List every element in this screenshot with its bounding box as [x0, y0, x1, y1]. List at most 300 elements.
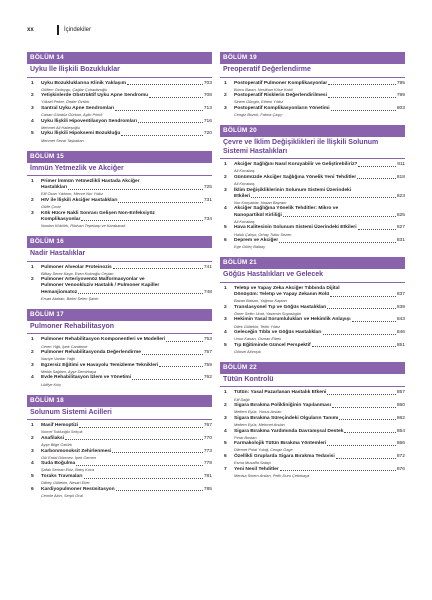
- entry-number: 1: [31, 179, 34, 185]
- chapter-label: BÖLÜM 15: [27, 151, 212, 163]
- dot-leader: [79, 423, 203, 428]
- entry-body: [234, 441, 405, 452]
- dot-leader: [327, 441, 396, 446]
- entry-body: [234, 238, 405, 249]
- toc-entry[interactable]: [27, 93, 212, 104]
- chapter-title: Göğüs Hastalıkları ve Gelecek: [220, 269, 405, 283]
- entry-page: 753: [203, 337, 212, 343]
- dot-leader: [328, 93, 396, 98]
- entry-number: 3: [224, 317, 227, 323]
- toc-entry[interactable]: [220, 416, 405, 427]
- running-title: İçindekiler: [64, 27, 92, 33]
- dot-leader: [358, 225, 396, 230]
- entry-body: [234, 343, 405, 354]
- toc-section: [220, 257, 405, 354]
- entry-title: Pulmoner Arteriyovenöz Malformasyonlar ve: [41, 277, 145, 283]
- entry-authors: Mehmet Ali Habeşoğlu: [41, 124, 80, 130]
- entry-title: İklim Değişikliklerinin Solunum Sistemi Üzerindeki: [234, 187, 352, 193]
- chapter-label: BÖLÜM 18: [27, 395, 212, 407]
- entry-authors: Ceren Yiğit, İpek Candemir: [41, 343, 88, 349]
- entry-authors: Ali Kocabaş: [234, 168, 255, 174]
- entry-number: 3: [31, 210, 34, 216]
- entry-page: 770: [203, 435, 212, 441]
- entry-body: [234, 106, 405, 117]
- toc-section: [27, 236, 212, 301]
- entry-page: 720: [203, 131, 212, 137]
- entry-body: [41, 363, 212, 374]
- entry-page: 843: [396, 317, 405, 323]
- dot-leader: [339, 416, 396, 421]
- entry-authors: Ali Kocabaş: [234, 181, 255, 187]
- entry-title: Pulmoner Rehabilitasyonda Değerlendirme: [41, 350, 142, 356]
- entry-number: 2: [224, 93, 227, 99]
- entry-number: 1: [224, 162, 227, 168]
- entry-title: Santral Uyku Apne Sendromları: [41, 105, 115, 111]
- entry-page: 866: [396, 441, 405, 447]
- entry-body: [41, 93, 212, 104]
- entry-number: 2: [31, 93, 34, 99]
- entry-body: [234, 305, 405, 316]
- entry-authors: Ege Güleç Balbay: [234, 244, 266, 250]
- entry-page: 860: [396, 403, 405, 409]
- entry-title: Sigara Bırakma Süreçindeki Olguların Tanımı: [234, 415, 339, 421]
- entry-authors: Mehmet Sezai Taşbakan: [41, 137, 84, 143]
- entry-number: 3: [31, 448, 34, 454]
- entry-body: [41, 350, 212, 361]
- toc-entry[interactable]: [27, 363, 212, 374]
- entry-body: [234, 93, 405, 104]
- dot-leader: [352, 317, 396, 322]
- entry-page: 799: [396, 93, 405, 99]
- entry-authors: Dilbey Gültekin, Nesari Eker: [41, 480, 90, 486]
- entry-page: 876: [396, 466, 405, 472]
- entry-authors: Elif Özarı Yıldırım, Mecve Nur Yıldız: [41, 191, 104, 197]
- entry-title: Tütün: Yasal Pazarlanan Hastalık Etkeni: [234, 390, 327, 396]
- entry-authors: Burcu Baran, Neslihan Köse Kabil: [234, 86, 293, 92]
- toc-entry[interactable]: [220, 343, 405, 354]
- chapter-title: Uyku İle İlişkili Bozukluklar: [27, 64, 212, 78]
- toc-entry[interactable]: [220, 175, 405, 186]
- toc-entry[interactable]: [27, 423, 212, 434]
- entry-title: Toraks Travmaları: [41, 473, 83, 479]
- toc-entry[interactable]: [220, 330, 405, 341]
- entry-authors: Cemile Altın, Serpil Öcal: [41, 492, 84, 498]
- toc-entry[interactable]: [220, 206, 405, 223]
- entry-title: Özellikli Gruplarda Sigara Bırakma Tedavisi: [234, 453, 335, 459]
- entry-number: 1: [224, 390, 227, 396]
- entry-number: 2: [31, 277, 34, 283]
- entry-page: 731: [203, 197, 212, 203]
- entry-title: Tıp Eğitiminde Güncel Perspektif: [234, 342, 311, 348]
- chapter-label: BÖLÜM 17: [27, 309, 212, 321]
- entry-authors: Bilkay Serez Kaya, Esen Kıdıroğlu Ceylan: [41, 270, 114, 276]
- entry-page: 725: [203, 185, 212, 191]
- entry-number: 4: [224, 428, 227, 434]
- entry-page: 708: [203, 93, 212, 99]
- entry-title: Günümüzde Akciğer Sağlığına Yönelik Yeni Tehditler: [234, 174, 357, 180]
- entry-title: Egzersiz Eğitimi ve Havayolu Temizleme Teknikleri: [41, 362, 159, 368]
- entry-page: 823: [396, 193, 405, 199]
- entry-body: [41, 436, 212, 447]
- dot-leader: [81, 217, 202, 222]
- dot-leader: [84, 474, 203, 479]
- toc-entry[interactable]: [27, 119, 212, 130]
- entry-title: Postoperatif Risklerin Değerlendirilmesi: [234, 93, 327, 99]
- toc-entry[interactable]: [220, 81, 405, 92]
- dot-leader: [68, 185, 203, 190]
- entry-title: Pulmoner Alveolar Proteinozis: [41, 264, 112, 270]
- dot-leader: [149, 93, 203, 98]
- entry-title: Komplikasyonlar: [41, 216, 81, 222]
- entry-page: 811: [397, 162, 405, 168]
- entry-number: 1: [31, 423, 34, 429]
- toc-entry[interactable]: [27, 211, 212, 228]
- dot-leader: [116, 487, 203, 492]
- entry-authors: Pınar Bostan: [234, 434, 257, 440]
- entry-title: Hekimin Yasal Sorumlulukları ve Hekimlik Anlayışı: [234, 317, 351, 323]
- entry-authors: Elif Dağlı: [234, 396, 250, 402]
- toc-entry[interactable]: [27, 131, 212, 142]
- dot-leader: [323, 330, 396, 335]
- dot-leader: [312, 343, 396, 348]
- entry-title: Akciğer Sağlığını Nasıl Koruyabilir ve Geliştirebiliriz?: [234, 162, 358, 168]
- toc-section: [27, 309, 212, 387]
- entry-page: 734: [203, 216, 212, 222]
- entry-body: [41, 277, 212, 301]
- entry-body: [41, 474, 212, 485]
- dot-leader: [76, 461, 203, 466]
- entry-number: 3: [224, 415, 227, 421]
- chapter-label: BÖLÜM 20: [220, 125, 405, 137]
- entry-page: 827: [396, 225, 405, 231]
- entry-title: Karbonmonoksit Zehirlenmesi: [41, 448, 112, 454]
- entry-authors: Sinem Güngör, Ethem Yıldız: [234, 99, 284, 105]
- entry-title: Sigara Bırakma Polikliniğinin Yapılanması: [234, 403, 331, 409]
- toc-section: [27, 151, 212, 229]
- entry-authors: Ersan Atahan, Bekel Selen Şahin: [41, 295, 99, 301]
- dot-leader: [336, 454, 396, 459]
- entry-body: [41, 179, 212, 196]
- entry-title: Akciğer Sağlığına Yönelik Tehditler: Mikro ve: [234, 206, 339, 212]
- entry-number: 2: [224, 174, 227, 180]
- chapter-title: Pulmoner Rehabilitasyon: [27, 321, 212, 335]
- chapter-title: Çevre ve İklim Değişiklikleri ile İlişkili Solunum Sistemi Hastalıkları: [220, 137, 405, 159]
- dot-leader: [78, 290, 203, 295]
- chapter-label: BÖLÜM 21: [220, 257, 405, 269]
- entry-authors: Esma Musaffa Satayi: [234, 460, 271, 466]
- chapter-title: İmmün Yetmezlik ve Akciğer: [27, 163, 212, 177]
- entry-title: Deprem ve Akciğer: [234, 238, 279, 244]
- dot-leader: [118, 198, 202, 203]
- entry-number: 4: [31, 375, 34, 381]
- entry-page: 857: [396, 390, 405, 396]
- dot-leader: [159, 363, 203, 368]
- dot-leader: [112, 449, 202, 454]
- entry-number: 4: [224, 206, 227, 212]
- entry-body: [234, 81, 405, 92]
- entry-authors: Ali Kocabaş: [234, 218, 255, 224]
- entry-title: Farmakolojik Tütün Bırakma Yöntemleri: [234, 441, 327, 447]
- entry-number: 5: [224, 342, 227, 348]
- toc-entry[interactable]: [220, 390, 405, 401]
- entry-number: 1: [31, 264, 34, 270]
- entry-page: 825: [396, 212, 405, 218]
- toc-entry[interactable]: [27, 461, 212, 472]
- entry-title: Kardiyopulmoner Resüsitasyon: [41, 486, 115, 492]
- entry-body: [234, 206, 405, 223]
- entry-number: 3: [31, 105, 34, 111]
- entry-title: Pulmoner Venookluziv Hastalık / Pulmoner Kapiller: [41, 283, 160, 289]
- entry-authors: Meltem Eyüz, Mehmet Arslan: [234, 422, 285, 428]
- chapter-title: Tütün Kontrolü: [220, 374, 405, 388]
- dot-leader: [115, 106, 203, 111]
- entry-body: [41, 81, 212, 92]
- dot-leader: [283, 213, 396, 218]
- entry-title: Dönüşüm: Teletıp ve Yapay Zekanın Rolü: [234, 291, 330, 297]
- toc-entry[interactable]: [27, 277, 212, 301]
- toc-entry[interactable]: [220, 305, 405, 316]
- dot-leader: [331, 106, 396, 111]
- toc-entry[interactable]: [220, 429, 405, 440]
- entry-title: Translasyonel Tıp ve Göğüs Hastalıkları: [234, 304, 327, 310]
- toc-entry[interactable]: [27, 106, 212, 117]
- entry-authors: Nurcel Tokluoğlu Selçuk: [41, 429, 83, 435]
- entry-number: 4: [31, 118, 34, 124]
- entry-number: 5: [31, 473, 34, 479]
- toc-entry[interactable]: [27, 179, 212, 196]
- entry-body: [41, 461, 212, 472]
- entry-body: [41, 106, 212, 117]
- toc-section: [220, 125, 405, 249]
- dot-leader: [279, 238, 396, 243]
- entry-title: HIV ile İlişkili Akciğer Hastalıkları: [41, 197, 118, 203]
- entry-title: Uyku İlişkili Hipoventilasyon Sendromları: [41, 118, 137, 124]
- toc-entry[interactable]: [27, 81, 212, 92]
- entry-authors: Yüksel Peker, Önder Öztürk: [41, 99, 90, 105]
- entry-page: 803: [396, 105, 405, 111]
- entry-number: 6: [31, 486, 34, 492]
- entry-title: Nanopartikül Kirliliği: [234, 212, 282, 218]
- entry-page: 846: [396, 330, 405, 336]
- page-number: xx: [27, 27, 34, 33]
- toc-entry[interactable]: [27, 375, 212, 386]
- toc-section: [220, 52, 405, 117]
- entry-body: [41, 487, 212, 498]
- entry-title: Anafilaksi: [41, 435, 65, 441]
- entry-authors: Umut Kanan, Osman Elbek: [234, 336, 282, 342]
- entry-number: 2: [31, 435, 34, 441]
- toc-entry[interactable]: [27, 198, 212, 209]
- toc-entry[interactable]: [220, 441, 405, 452]
- chapter-label: BÖLÜM 16: [27, 236, 212, 248]
- entry-authors: Ayşe Bilge Öztürk: [41, 442, 72, 448]
- entry-authors: Naciye Vardar Yağlı: [41, 356, 76, 362]
- entry-number: 5: [224, 441, 227, 447]
- entry-authors: Gül Erdal Dönmez, İpek Özmen: [41, 454, 96, 460]
- entry-title: Postoperatif Pulmoner Komplikasyonlar: [234, 80, 328, 86]
- dot-leader: [132, 375, 203, 380]
- toc-entry[interactable]: [220, 403, 405, 414]
- entry-body: [234, 429, 405, 440]
- entry-body: [234, 330, 405, 341]
- entry-page: 759: [203, 362, 212, 368]
- entry-body: [234, 317, 405, 328]
- entry-authors: Lütfiye Kılıç: [41, 381, 62, 387]
- left-column: [27, 52, 212, 506]
- entry-number: 2: [224, 403, 227, 409]
- entry-number: 3: [31, 362, 34, 368]
- entry-body: [41, 119, 212, 130]
- entry-number: 2: [31, 350, 34, 356]
- dot-leader: [332, 403, 396, 408]
- entry-page: 767: [203, 423, 212, 429]
- entry-title: Hemanjiomatoz: [41, 289, 78, 295]
- header-divider: [57, 25, 59, 35]
- entry-body: [234, 390, 405, 401]
- entry-title: Primer İmmün Yetmezlikli Hastada Akciğer: [41, 179, 140, 185]
- entry-body: [41, 337, 212, 348]
- entry-page: 795: [396, 80, 405, 86]
- entry-title: Yetişkinlerde Obstrüktif Uyku Apne Sendromu: [41, 93, 149, 99]
- entry-page: 778: [203, 461, 212, 467]
- entry-authors: Ömer Selim Unat, Yasemin Soyaslıgün: [234, 310, 302, 316]
- toc-entry[interactable]: [220, 162, 405, 173]
- entry-authors: Nur Konyalılar, Hasan Bayram: [234, 199, 287, 205]
- entry-number: 3: [224, 105, 227, 111]
- entry-body: [234, 286, 405, 303]
- dot-leader: [328, 81, 396, 86]
- toc-entry[interactable]: [220, 93, 405, 104]
- dot-leader: [358, 162, 396, 167]
- entry-number: 1: [31, 337, 34, 343]
- entry-page: 716: [203, 118, 212, 124]
- entry-title: Hava Kalitesinin Solunum Sistemi Üzerindeki Etkileri: [234, 225, 357, 231]
- dot-leader: [113, 265, 203, 270]
- toc-entry[interactable]: [27, 474, 212, 485]
- dot-leader: [344, 429, 395, 434]
- entry-title: Postoperatif Komplikasyonların Yönetimi: [234, 105, 330, 111]
- dot-leader: [138, 119, 203, 124]
- dot-leader: [166, 337, 203, 342]
- toc-entry[interactable]: [27, 436, 212, 447]
- toc-entry[interactable]: [220, 286, 405, 303]
- entry-page: 862: [396, 415, 405, 421]
- toc-section: [220, 362, 405, 478]
- entry-body: [41, 198, 212, 209]
- entry-page: 785: [203, 486, 212, 492]
- entry-title: Pulmoner Rehabilitasyon Komponentleri ve Modelleri: [41, 337, 166, 343]
- toc-entry[interactable]: [220, 238, 405, 249]
- entry-page: 864: [396, 428, 405, 434]
- entry-page: 781: [203, 473, 212, 479]
- dot-leader: [327, 390, 396, 395]
- toc-entry[interactable]: [27, 487, 212, 498]
- chapter-title: Preoperatif Değerlendirme: [220, 64, 405, 78]
- toc-entry[interactable]: [27, 350, 212, 361]
- entry-body: [234, 175, 405, 186]
- entry-number: 5: [224, 225, 227, 231]
- entry-body: [41, 423, 212, 434]
- entry-page: 741: [203, 264, 212, 270]
- entry-authors: Dilek Gültekin, Tekin Yıldız: [234, 323, 281, 329]
- dot-leader: [121, 131, 202, 136]
- entry-body: [234, 467, 405, 478]
- entry-page: 831: [396, 238, 405, 244]
- right-column: [220, 52, 405, 486]
- entry-number: 5: [31, 131, 34, 137]
- entry-number: 1: [224, 285, 227, 291]
- entry-body: [41, 265, 212, 276]
- entry-authors: Dilemet Polat Yuluğ, Cengiz Özge: [234, 447, 293, 453]
- entry-page: 703: [203, 80, 212, 86]
- toc-entry[interactable]: [27, 265, 212, 276]
- entry-page: 773: [203, 448, 212, 454]
- entry-authors: Meltem Eyüz, Yunus Arslan: [234, 409, 282, 415]
- entry-page: 839: [396, 304, 405, 310]
- chapter-title: Nadir Hastalıklar: [27, 248, 212, 262]
- toc-entry[interactable]: [27, 449, 212, 460]
- entry-authors: Haluk Çalışır, Orhay Tutku Sezen: [234, 231, 292, 237]
- entry-title: Yeni Nesil Tehditler: [234, 466, 279, 472]
- toc-entry[interactable]: [220, 317, 405, 328]
- entry-body: [41, 131, 212, 142]
- entry-number: 6: [224, 453, 227, 459]
- entry-page: 748: [203, 289, 212, 295]
- toc-entry[interactable]: [220, 188, 405, 205]
- entry-page: 837: [396, 291, 405, 297]
- entry-title: Sigara Bırakma Yardımında Davranışsal Destek: [234, 428, 344, 434]
- toc-entry[interactable]: [220, 225, 405, 236]
- entry-authors: Gülfem Özdoygu, Çağlar Çuhadaroğlu: [41, 86, 108, 92]
- chapter-title: Solunum Sistemi Acilleri: [27, 407, 212, 421]
- dot-leader: [280, 467, 396, 472]
- entry-body: [41, 211, 212, 228]
- toc-entry[interactable]: [27, 337, 212, 348]
- entry-authors: Cengiz Bozrık, Fatma Çaşçı: [234, 112, 283, 118]
- entry-authors: Canan Gündüz Gürkan, Aylin Pıhtılı: [41, 112, 103, 118]
- toc-entry[interactable]: [220, 467, 405, 478]
- entry-title: Masif Hemoptizi: [41, 423, 79, 429]
- entry-number: 1: [31, 80, 34, 86]
- toc-entry[interactable]: [220, 454, 405, 465]
- entry-body: [234, 162, 405, 173]
- entry-body: [234, 454, 405, 465]
- entry-authors: Gülfe Çınar: [41, 204, 61, 210]
- entry-number: 4: [31, 461, 34, 467]
- entry-body: [234, 416, 405, 427]
- dot-leader: [330, 292, 396, 297]
- dot-leader: [357, 175, 396, 180]
- entry-body: [41, 375, 212, 386]
- toc-section: [27, 52, 212, 143]
- toc-entry[interactable]: [220, 106, 405, 117]
- entry-number: 3: [224, 187, 227, 193]
- dot-leader: [65, 436, 203, 441]
- entry-body: [234, 188, 405, 205]
- chapter-label: BÖLÜM 22: [220, 362, 405, 374]
- entry-authors: Bazan Balsan, Yağmur Kaptan: [234, 298, 287, 304]
- entry-body: [234, 225, 405, 236]
- toc-section: [27, 395, 212, 498]
- entry-title: Geleceğin Tıbbı ve Göğüs Hastalıkları: [234, 330, 322, 336]
- entry-title: Suda Boğulma: [41, 461, 76, 467]
- entry-title: Hastalıkları: [41, 185, 68, 191]
- running-header: [27, 24, 91, 36]
- entry-page: 757: [203, 350, 212, 356]
- entry-authors: Şafak Serhan Ekiz, Batış Koca: [41, 467, 94, 473]
- entry-page: 851: [396, 342, 405, 348]
- entry-title: Uyku Bozukluklarına Klinik Yaklaşım: [41, 80, 126, 86]
